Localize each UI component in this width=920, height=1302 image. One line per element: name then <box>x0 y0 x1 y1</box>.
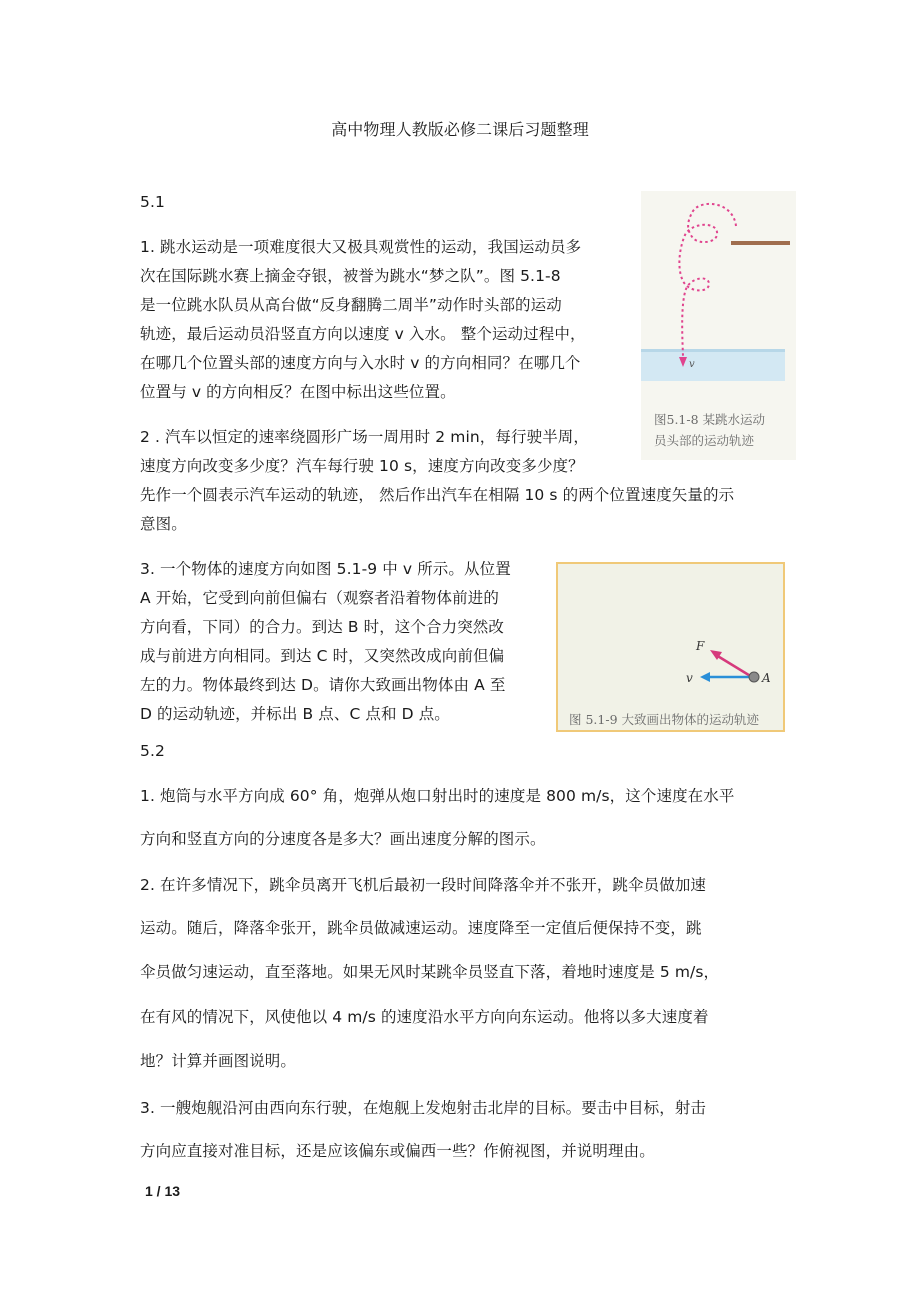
paragraph-line: 位置与 v 的方向相反？在图中标出这些位置。 <box>140 383 456 401</box>
force-velocity-diagram <box>558 564 783 704</box>
velocity-label: v <box>686 671 693 685</box>
paragraph-line: 伞员做匀速运动，直至落地。如果无风时某跳伞员竖直下落，着地时速度是 5 m/s， <box>140 963 720 981</box>
figure-diving-trajectory <box>641 191 796 460</box>
paragraph-line: 1. 炮筒与水平方向成 60° 角，炮弹从炮口射出时的速度是 800 m/s，这个速度在水平 <box>140 787 735 805</box>
paragraph-line: 方向看，下同）的合力。到达 B 时，这个合力突然改 <box>140 618 504 636</box>
velocity-arrowhead <box>700 672 710 682</box>
paragraph-line: 在哪几个位置头部的速度方向与入水时 v 的方向相同？在哪几个 <box>140 354 581 372</box>
paragraph-line: 3. 一艘炮舰沿河由西向东行驶，在炮舰上发炮射击北岸的目标。要击中目标，射击 <box>140 1099 707 1117</box>
point-a-label: A <box>762 671 771 685</box>
object-point-a <box>749 672 759 682</box>
paragraph-line: 左的力。物体最终到达 D。请你大致画出物体由 A 至 <box>140 676 506 694</box>
water-surface-line <box>641 349 785 352</box>
paragraph-line: D 的运动轨迹，并标出 B 点、C 点和 D 点。 <box>140 705 450 723</box>
force-arrow <box>716 655 752 677</box>
paragraph-line: 运动。随后，降落伞张开，跳伞员做减速运动。速度降至一定值后便保持不变，跳 <box>140 919 702 937</box>
paragraph-line: 次在国际跳水赛上摘金夺银，被誉为跳水“梦之队”。图 5.1-8 <box>140 267 561 285</box>
force-label: F <box>696 639 705 653</box>
page-number: 1 / 13 <box>145 1183 181 1199</box>
velocity-label: v <box>689 359 695 370</box>
page-title: 高中物理人教版必修二课后习题整理 <box>331 120 589 139</box>
figure-caption: 图 5.1-9 大致画出物体的运动轨迹 <box>569 712 760 727</box>
water-surface <box>641 349 785 381</box>
trajectory-path <box>679 204 736 356</box>
paragraph-line: 意图。 <box>140 515 187 533</box>
paragraph-line: A 开始，它受到向前但偏右（观察者沿着物体前进的 <box>140 589 499 607</box>
paragraph-line: 速度方向改变多少度？汽车每行驶 10 s，速度方向改变多少度？ <box>140 457 584 475</box>
figure-force-velocity <box>556 562 785 732</box>
paragraph-line: 地？计算并画图说明。 <box>140 1052 297 1070</box>
paragraph-line: 2. 在许多情况下，跳伞员离开飞机后最初一段时间降落伞并不张开，跳伞员做加速 <box>140 876 707 894</box>
paragraph-line: 轨迹，最后运动员沿竖直方向以速度 v 入水。 整个运动过程中， <box>140 325 586 343</box>
paragraph-line: 方向应直接对准目标，还是应该偏东或偏西一些？作俯视图，并说明理由。 <box>140 1142 655 1160</box>
diving-trajectory-diagram <box>641 191 796 381</box>
figure-caption: 图5.1-8 某跳水运动 <box>654 412 766 427</box>
paragraph-line: 成与前进方向相同。到达 C 时，又突然改成向前但偏 <box>140 647 505 665</box>
figure-caption: 员头部的运动轨迹 <box>654 433 755 448</box>
paragraph-line: 方向和竖直方向的分速度各是多大？画出速度分解的图示。 <box>140 830 546 848</box>
section-heading-5-1: 5.1 <box>140 193 165 211</box>
paragraph-line: 是一位跳水队员从高台做“反身翻腾二周半”动作时头部的运动 <box>140 296 562 314</box>
paragraph-line: 先作一个圆表示汽车运动的轨迹， 然后作出汽车在相隔 10 s 的两个位置速度矢量的示 <box>140 486 735 504</box>
paragraph-line: 2 . 汽车以恒定的速率绕圆形广场一周用时 2 min，每行驶半周， <box>140 428 589 446</box>
section-heading-5-2: 5.2 <box>140 742 165 760</box>
paragraph-line: 1. 跳水运动是一项难度很大又极具观赏性的运动，我国运动员多 <box>140 238 582 256</box>
paragraph-line: 在有风的情况下，风使他以 4 m/s 的速度沿水平方向向东运动。他将以多大速度着 <box>140 1008 709 1026</box>
paragraph-line: 3. 一个物体的速度方向如图 5.1-9 中 v 所示。从位置 <box>140 560 511 578</box>
